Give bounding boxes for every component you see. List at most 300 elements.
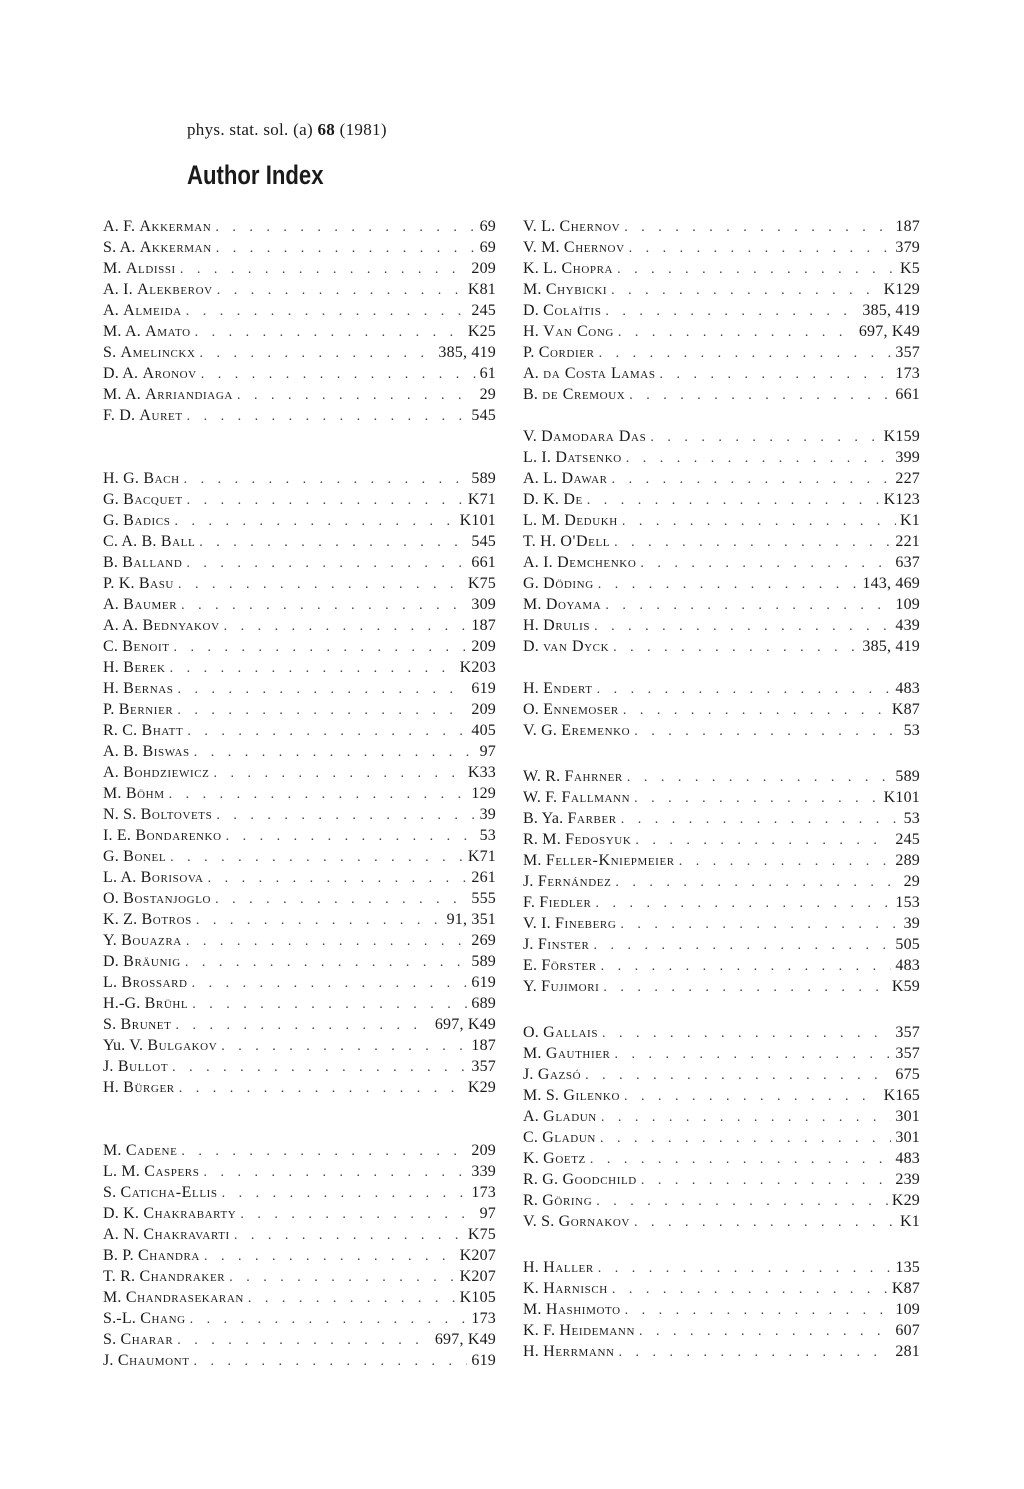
dot-leader xyxy=(181,595,467,615)
author-name xyxy=(103,846,166,867)
page-reference: 97 xyxy=(479,743,496,760)
author-initials: B. xyxy=(103,554,119,571)
dot-leader xyxy=(600,1128,891,1148)
author-entry xyxy=(523,1127,920,1148)
author-surname: Böhm xyxy=(125,785,165,802)
page-reference: 29 xyxy=(903,873,920,890)
author-entry xyxy=(103,636,496,657)
page-reference: 109 xyxy=(895,1301,920,1318)
dot-leader xyxy=(603,977,887,997)
author-initials: G. xyxy=(103,512,119,529)
author-entry xyxy=(103,300,496,321)
dot-leader xyxy=(185,952,468,972)
author-initials: A. F. xyxy=(103,218,136,235)
author-surname: Borisova xyxy=(140,869,204,886)
author-surname: Brunet xyxy=(120,1016,172,1033)
author-initials: Y. xyxy=(523,978,537,995)
author-surname: Döding xyxy=(543,575,594,592)
author-initials: M. xyxy=(103,1289,122,1306)
author-surname: Almeida xyxy=(123,302,182,319)
dot-leader xyxy=(635,830,891,850)
author-initials: M. xyxy=(523,281,542,298)
author-entry xyxy=(523,808,920,829)
author-name xyxy=(523,934,589,955)
author-name xyxy=(103,594,177,615)
author-name xyxy=(523,892,591,913)
author-initials: M. xyxy=(523,1301,542,1318)
author-initials: L. M. xyxy=(103,1163,140,1180)
author-initials: J. xyxy=(103,1058,114,1075)
page-reference: K87 xyxy=(891,701,920,718)
author-name xyxy=(103,216,211,237)
page-reference: 555 xyxy=(471,890,496,907)
page-reference: K33 xyxy=(467,764,496,781)
dot-leader xyxy=(181,1141,467,1161)
page-reference: K101 xyxy=(459,512,496,529)
author-entry xyxy=(523,976,920,997)
author-entry xyxy=(103,1308,496,1329)
author-initials: L. xyxy=(103,974,118,991)
author-entry xyxy=(103,825,496,846)
author-entry xyxy=(103,1245,496,1266)
author-entry xyxy=(523,1169,920,1190)
author-name xyxy=(103,1140,177,1161)
author-surname: Ennemoser xyxy=(543,701,619,718)
author-initials: B. Ya. xyxy=(523,810,564,827)
author-initials: M. xyxy=(103,260,122,277)
dot-leader xyxy=(170,658,456,678)
author-name xyxy=(103,930,182,951)
author-name xyxy=(103,279,213,300)
author-entry xyxy=(103,468,496,489)
author-entry xyxy=(523,363,920,384)
author-initials: S. A. xyxy=(103,239,136,256)
dot-leader xyxy=(639,1321,891,1341)
author-initials: C. xyxy=(523,1129,539,1146)
author-surname: Bonel xyxy=(123,848,167,865)
dot-leader xyxy=(601,1107,892,1127)
author-entry xyxy=(103,594,496,615)
author-surname: Bondarenko xyxy=(135,827,222,844)
dot-leader xyxy=(593,935,891,955)
page-reference: K123 xyxy=(883,491,920,508)
author-initials: A. I. xyxy=(103,281,133,298)
journal-citation xyxy=(187,120,387,140)
author-surname: Aronov xyxy=(142,365,197,382)
index-column-right xyxy=(523,216,920,1362)
page-reference: 357 xyxy=(895,1024,920,1041)
author-entry xyxy=(523,1278,920,1299)
author-initials: R. G. xyxy=(523,1171,559,1188)
author-surname: Van Cong xyxy=(543,323,614,340)
dot-leader xyxy=(618,322,855,342)
author-surname: Caspers xyxy=(144,1163,200,1180)
author-surname: Chernov xyxy=(563,239,625,256)
dot-leader xyxy=(629,385,891,405)
dot-leader xyxy=(180,259,468,279)
dot-leader xyxy=(194,1351,468,1371)
page-reference: 245 xyxy=(895,831,920,848)
author-surname: Bacquet xyxy=(123,491,183,508)
author-surname: Arriandiaga xyxy=(145,386,233,403)
page-reference: K75 xyxy=(467,1226,496,1243)
author-entry xyxy=(523,321,920,342)
author-surname: Chaumont xyxy=(117,1352,190,1369)
author-initials: H. xyxy=(523,680,539,697)
author-initials: N. S. xyxy=(103,806,137,823)
author-initials: O. xyxy=(523,1024,539,1041)
author-initials: A. xyxy=(103,764,119,781)
author-name xyxy=(103,762,209,783)
page-reference: 97 xyxy=(479,1205,496,1222)
dot-leader xyxy=(598,574,859,594)
author-entry xyxy=(523,279,920,300)
author-initials: J. xyxy=(523,873,534,890)
author-name xyxy=(103,825,222,846)
author-entry xyxy=(103,258,496,279)
page-reference: K1 xyxy=(900,512,920,529)
author-name xyxy=(523,1064,581,1085)
author-name xyxy=(523,1211,630,1232)
page-reference: 187 xyxy=(895,218,920,235)
author-surname: Fernández xyxy=(537,873,612,890)
author-name xyxy=(523,976,599,997)
page-reference: 379 xyxy=(895,239,920,256)
page-reference: K207 xyxy=(459,1247,496,1264)
dot-leader xyxy=(634,721,899,741)
author-initials: V. G. xyxy=(523,722,558,739)
page-reference: 135 xyxy=(895,1259,920,1276)
author-surname: Bohdziewicz xyxy=(123,764,210,781)
author-surname: Chakrabarty xyxy=(143,1205,237,1222)
index-letter-group xyxy=(523,1022,920,1232)
page-reference: 607 xyxy=(895,1322,920,1339)
author-initials: D. K. xyxy=(523,491,560,508)
dot-leader xyxy=(172,1057,467,1077)
author-surname: Bhatt xyxy=(141,722,184,739)
author-surname: Fallmann xyxy=(561,789,631,806)
dot-leader xyxy=(614,532,891,552)
author-surname: Chandra xyxy=(138,1247,200,1264)
dot-leader xyxy=(612,469,892,489)
author-entry xyxy=(523,829,920,850)
author-surname: Bostanjoglo xyxy=(123,890,212,907)
author-initials: S. xyxy=(103,1016,117,1033)
dot-leader xyxy=(192,994,467,1014)
author-surname: Baumer xyxy=(123,596,178,613)
author-entry xyxy=(523,1190,920,1211)
page-reference: 53 xyxy=(479,827,496,844)
author-name xyxy=(523,766,623,787)
page-reference: 399 xyxy=(895,449,920,466)
page-reference: 619 xyxy=(471,1352,496,1369)
author-name xyxy=(523,1278,608,1299)
dot-leader xyxy=(213,763,463,783)
author-entry xyxy=(523,678,920,699)
author-entry xyxy=(103,510,496,531)
author-entry xyxy=(103,531,496,552)
index-letter-group xyxy=(523,766,920,997)
author-surname: Badics xyxy=(123,512,171,529)
author-name xyxy=(103,300,182,321)
author-name xyxy=(523,1341,615,1362)
author-entry xyxy=(523,510,920,531)
page-reference: 697, K49 xyxy=(858,323,920,340)
author-name xyxy=(103,1203,236,1224)
author-initials: R. C. xyxy=(103,722,138,739)
author-name xyxy=(103,1245,200,1266)
dot-leader xyxy=(624,1086,880,1106)
author-name xyxy=(523,787,630,808)
author-initials: Y. xyxy=(103,932,117,949)
author-entry xyxy=(523,573,920,594)
author-entry xyxy=(103,930,496,951)
page-reference: 209 xyxy=(471,1142,496,1159)
author-name xyxy=(523,510,618,531)
page-reference: 227 xyxy=(895,470,920,487)
author-name xyxy=(103,1350,190,1371)
page-reference: K87 xyxy=(891,1280,920,1297)
author-name xyxy=(523,1148,586,1169)
author-surname: Farber xyxy=(567,810,617,827)
dot-leader xyxy=(641,1170,892,1190)
author-entry xyxy=(523,850,920,871)
author-name xyxy=(103,951,181,972)
dot-leader xyxy=(186,931,468,951)
journal-year: (1981) xyxy=(339,120,387,139)
author-entry xyxy=(103,1161,496,1182)
author-surname: Herrmann xyxy=(543,1343,615,1360)
author-surname: Harnisch xyxy=(543,1280,608,1297)
author-initials: W. F. xyxy=(523,789,558,806)
author-initials: M. xyxy=(103,1142,122,1159)
author-name xyxy=(103,720,183,741)
page-reference: 69 xyxy=(479,218,496,235)
author-surname: Gazsó xyxy=(537,1066,582,1083)
author-name xyxy=(103,405,183,426)
author-initials: P. xyxy=(103,701,115,718)
author-entry xyxy=(103,951,496,972)
author-entry xyxy=(523,531,920,552)
page-reference: 545 xyxy=(471,533,496,550)
journal-name: phys. stat. sol. (a) xyxy=(187,120,313,139)
author-initials: K. xyxy=(523,1150,539,1167)
author-initials: S.-L. xyxy=(103,1310,136,1327)
page-reference: 209 xyxy=(471,701,496,718)
author-name xyxy=(523,1299,621,1320)
page-reference: 129 xyxy=(471,785,496,802)
page-reference: 689 xyxy=(471,995,496,1012)
author-name xyxy=(103,531,195,552)
dot-leader xyxy=(169,784,468,804)
author-entry xyxy=(523,1299,920,1320)
page-reference: K59 xyxy=(891,978,920,995)
author-name xyxy=(103,321,191,342)
author-name xyxy=(103,384,233,405)
page-reference: 39 xyxy=(903,915,920,932)
page-reference: K129 xyxy=(883,281,920,298)
author-name xyxy=(523,850,675,871)
page-reference: 109 xyxy=(895,596,920,613)
page-reference: 385, 419 xyxy=(862,638,920,655)
page-reference: K1 xyxy=(900,1213,920,1230)
author-initials: A. B. xyxy=(103,743,139,760)
author-initials: V. M. xyxy=(523,239,560,256)
dot-leader xyxy=(186,301,468,321)
author-initials: S. xyxy=(103,1184,117,1201)
author-name xyxy=(103,1161,199,1182)
author-surname: Caticha-Ellis xyxy=(120,1184,218,1201)
author-surname: Bulgakov xyxy=(147,1037,218,1054)
author-name xyxy=(523,426,646,447)
page-reference: 301 xyxy=(895,1129,920,1146)
page-reference: 173 xyxy=(471,1310,496,1327)
page-reference: 545 xyxy=(471,407,496,424)
author-name xyxy=(523,1106,597,1127)
page-reference: 483 xyxy=(895,680,920,697)
dot-leader xyxy=(178,679,468,699)
dot-leader xyxy=(201,364,476,384)
author-initials: V. xyxy=(523,428,537,445)
page-reference: K101 xyxy=(883,789,920,806)
page-reference: 53 xyxy=(903,810,920,827)
author-name xyxy=(103,1308,186,1329)
page-reference: K29 xyxy=(891,1192,920,1209)
page-reference: 661 xyxy=(471,554,496,571)
dot-leader xyxy=(625,1300,892,1320)
author-name xyxy=(103,342,196,363)
author-entry xyxy=(523,384,920,405)
author-entry xyxy=(103,972,496,993)
author-initials: J. xyxy=(523,936,534,953)
author-entry xyxy=(103,846,496,867)
dot-leader xyxy=(614,1044,891,1064)
author-entry xyxy=(523,1106,920,1127)
page-reference: 589 xyxy=(471,953,496,970)
page-reference: 289 xyxy=(895,852,920,869)
author-surname: Chakravarti xyxy=(143,1226,230,1243)
dot-leader xyxy=(621,809,900,829)
author-initials: S. xyxy=(103,344,117,361)
author-name xyxy=(523,955,597,976)
dot-leader xyxy=(634,788,879,808)
author-initials: H. xyxy=(523,1259,539,1276)
author-entry xyxy=(103,993,496,1014)
author-name xyxy=(103,1035,217,1056)
author-initials: L. I. xyxy=(523,449,552,466)
dot-leader xyxy=(196,910,443,930)
author-initials: S. xyxy=(103,1331,117,1348)
author-surname: Gilenko xyxy=(563,1087,621,1104)
author-name xyxy=(523,913,616,934)
author-surname: Gornakov xyxy=(558,1213,630,1230)
author-entry xyxy=(523,699,920,720)
author-surname: Brühl xyxy=(144,995,189,1012)
author-entry xyxy=(103,1035,496,1056)
author-surname: Datsenko xyxy=(555,449,622,466)
dot-leader xyxy=(204,1246,456,1266)
index-letter-group xyxy=(103,1140,496,1371)
author-name xyxy=(103,1182,218,1203)
dot-leader xyxy=(216,805,475,825)
author-entry xyxy=(103,552,496,573)
author-initials: A. L. xyxy=(523,470,558,487)
author-entry xyxy=(523,766,920,787)
author-entry xyxy=(523,1085,920,1106)
author-name xyxy=(103,1329,173,1350)
dot-leader xyxy=(217,280,464,300)
author-surname: Bräunig xyxy=(123,953,181,970)
author-surname: Bullot xyxy=(117,1058,169,1075)
dot-leader xyxy=(237,385,476,405)
dot-leader xyxy=(177,1330,431,1350)
author-surname: Fujimori xyxy=(541,978,600,995)
author-initials: P. xyxy=(523,344,535,361)
author-entry xyxy=(103,279,496,300)
author-name xyxy=(523,552,636,573)
author-surname: Auret xyxy=(139,407,183,424)
author-entry xyxy=(523,552,920,573)
dot-leader xyxy=(595,893,891,913)
author-name xyxy=(103,1224,230,1245)
dot-leader xyxy=(199,532,467,552)
author-surname: Fahrner xyxy=(564,768,623,785)
author-entry xyxy=(103,615,496,636)
author-surname: Balland xyxy=(122,554,183,571)
page-reference: 153 xyxy=(895,894,920,911)
author-initials: M. xyxy=(103,785,122,802)
author-entry xyxy=(103,1182,496,1203)
author-entry xyxy=(523,594,920,615)
author-name xyxy=(103,804,212,825)
author-initials: H. xyxy=(103,680,119,697)
page-title: Author Index xyxy=(187,160,324,190)
author-name xyxy=(523,829,631,850)
dot-leader xyxy=(622,511,896,531)
dot-leader xyxy=(215,889,467,909)
page-reference: 301 xyxy=(895,1108,920,1125)
author-name xyxy=(103,237,212,258)
page-reference: K81 xyxy=(467,281,496,298)
author-entry xyxy=(103,720,496,741)
author-initials: H. xyxy=(103,1079,119,1096)
dot-leader xyxy=(605,301,858,321)
index-letter-group xyxy=(523,426,920,657)
author-name xyxy=(523,594,601,615)
author-entry xyxy=(103,804,496,825)
author-initials: D. K. xyxy=(103,1205,140,1222)
author-name xyxy=(523,1127,596,1148)
author-name xyxy=(103,573,174,594)
page-reference: 29 xyxy=(479,386,496,403)
author-name xyxy=(523,258,613,279)
index-letter-group xyxy=(523,1257,920,1362)
author-initials: A. xyxy=(523,1108,539,1125)
author-initials: M. xyxy=(523,596,542,613)
dot-leader xyxy=(177,700,467,720)
author-surname: Berek xyxy=(123,659,166,676)
dot-leader xyxy=(192,973,468,993)
dot-leader xyxy=(640,553,891,573)
author-surname: van Dyck xyxy=(543,638,610,655)
dot-leader xyxy=(178,574,464,594)
index-letter-group xyxy=(103,468,496,1098)
author-surname: Förster xyxy=(541,957,597,974)
page-reference: 357 xyxy=(471,1058,496,1075)
author-entry xyxy=(103,573,496,594)
author-initials: R. M. xyxy=(523,831,561,848)
dot-leader xyxy=(587,490,880,510)
